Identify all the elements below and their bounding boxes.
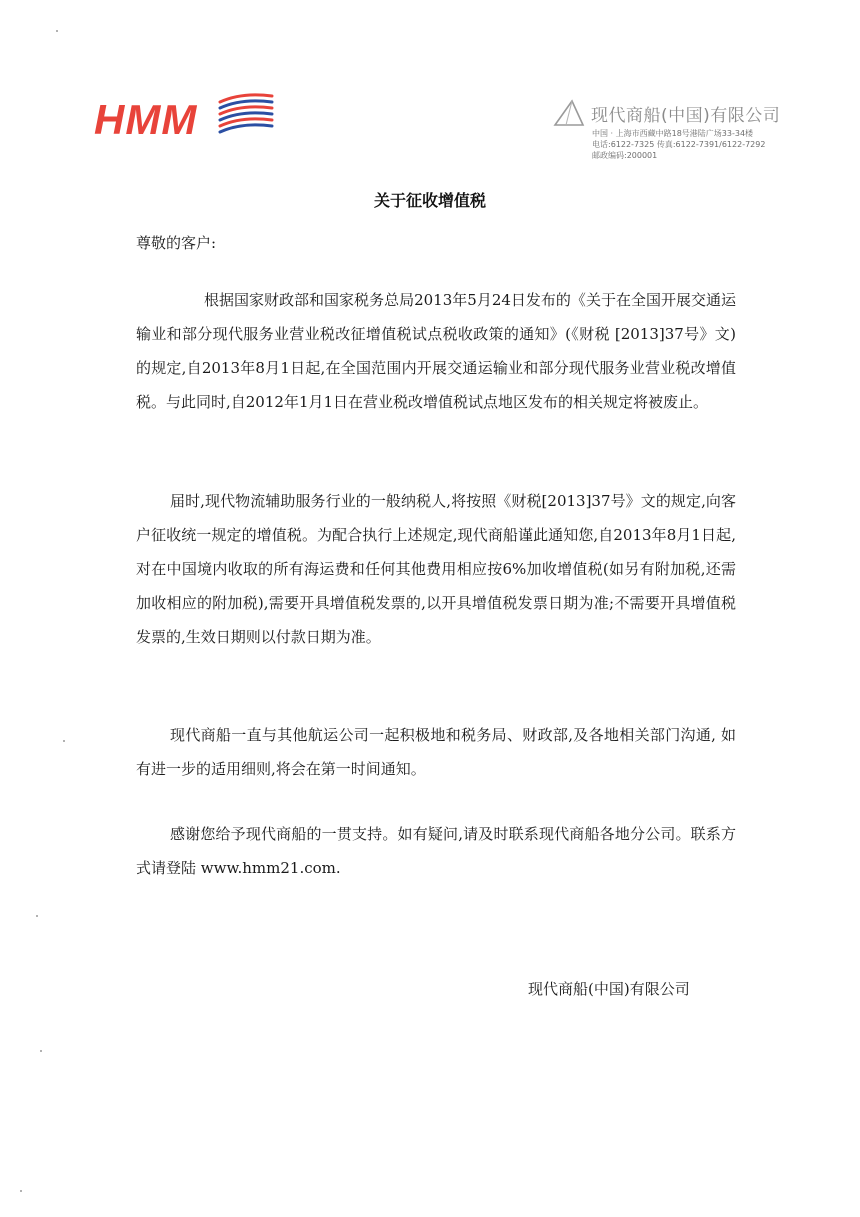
- triangle-mark-icon: [552, 99, 586, 127]
- scan-speck: [56, 30, 58, 32]
- address-lines: [592, 128, 765, 161]
- paragraph-vat-rate: 届时,现代物流辅助服务行业的一般纳税人,将按照《财税[2013]37号》文的规定,向客户征收统一规定的增值税。为配合执行上述规定,现代商船谨此通知您,自2013年8月1日起,对在中国境内收取的所有海运费和任何其他费用相应按6%加收增值税(如另有附加税,还需加收相应的附加税),需要开具增值税发票的,以开具增值税发票日期为准;不需要开具增值税发票的,生效日期则以付款日期为准。: [136, 492, 736, 646]
- signature: 现代商船(中国)有限公司: [528, 980, 690, 998]
- scan-speck: [20, 1190, 22, 1192]
- company-block: [552, 98, 812, 160]
- scan-speck: [40, 1050, 42, 1052]
- scan-speck: [36, 915, 38, 917]
- letterhead: [0, 0, 860, 175]
- logo-stripe: [220, 125, 272, 132]
- company-name-row: [552, 98, 812, 128]
- paragraph-policy: 根据国家财政部和国家税务总局2013年5月24日发布的《关于在全国开展交通运输业和部分现代服务业营业税改征增值税试点税收政策的通知》(《财税 [2013]37号》文)的规定,自2013年8月1日起,在全国范围内开展交通运输业和部分现代服务业营业税改增值税。与此同时,自2012年1月1日在营业税改增值税试点地区发布的相关规定将被废止。: [136, 291, 736, 411]
- company-name: 现代商船(中国)有限公司: [591, 106, 781, 126]
- salutation: 尊敬的客户:: [136, 234, 217, 252]
- postal-line: 邮政编码:200001: [592, 151, 658, 160]
- document-title: 关于征收增值税: [373, 191, 486, 210]
- address-line: 中国 · 上海市西藏中路18号港陆广场33-34楼: [592, 129, 754, 138]
- paragraph-thanks: 感谢您给予现代商船的一贯支持。如有疑问,请及时联系现代商船各地分公司。联系方式请登陆 www.hmm21.com.: [136, 825, 736, 877]
- logo-text: HMM: [94, 96, 198, 140]
- logo-stripes: [220, 95, 272, 132]
- scan-speck: [63, 740, 65, 742]
- phone-line: 电话:6122-7325 传真:6122-7391/6122-7292: [592, 140, 766, 149]
- paragraph-communication: 现代商船一直与其他航运公司一起积极地和税务局、财政部,及各地相关部门沟通, 如有进一步的适用细则,将会在第一时间通知。: [136, 726, 736, 778]
- hmm-logo: [92, 88, 277, 140]
